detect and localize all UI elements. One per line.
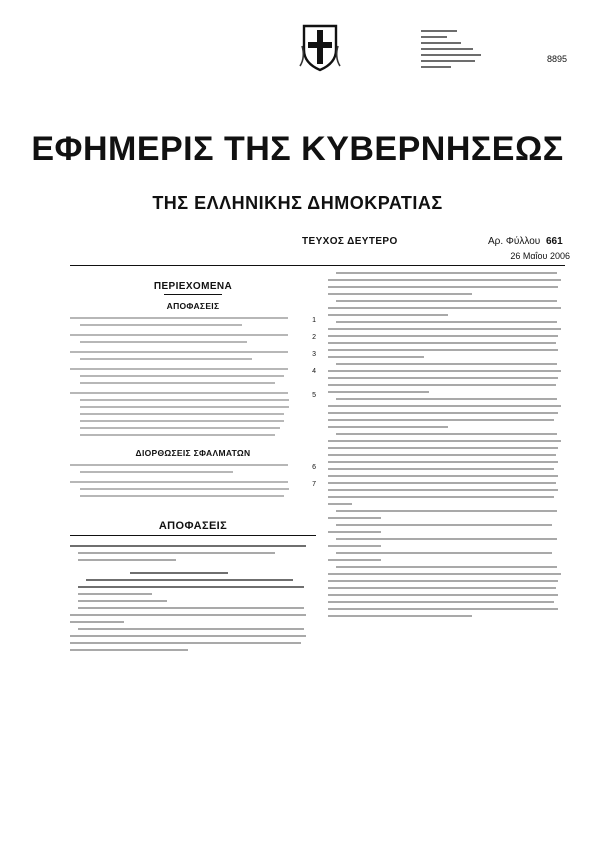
decision-body-text [328, 566, 568, 617]
toc-entry [70, 481, 316, 502]
decision-body-text [70, 593, 316, 651]
decision-body-text [328, 321, 568, 358]
registration-stamp [421, 30, 483, 82]
page-number: 8895 [546, 54, 567, 64]
toc-page-number: 5 [312, 392, 316, 399]
toc-page-number: 1 [312, 317, 316, 324]
issue-date: 26 Μαΐου 2006 [510, 251, 570, 261]
decision-body-text [328, 433, 568, 505]
toc-page-number: 4 [312, 368, 316, 375]
toc-page-number: 3 [312, 351, 316, 358]
decision-body-text [328, 398, 568, 428]
header-divider [70, 265, 565, 266]
decision-body-text [328, 363, 568, 393]
toc-entry [70, 334, 316, 348]
contents-errata-heading: ΔΙΟΡΘΩΣΕΙΣ ΣΦΑΛΜΑΤΩΝ [135, 448, 251, 458]
contents-underline [164, 294, 222, 295]
contents-heading: ΠΕΡΙΕΧΟΜΕΝΑ [153, 281, 233, 292]
sheet-number: 661 [546, 236, 563, 247]
toc-entry [70, 392, 316, 441]
toc-page-number: 7 [312, 481, 316, 488]
toc-entry [70, 317, 316, 331]
decision-body-text [328, 300, 568, 316]
toc-entry [70, 368, 316, 389]
contents-decisions-heading: ΑΠΟΦΑΣΕΙΣ [166, 301, 220, 311]
toc-page-number: 2 [312, 334, 316, 341]
issue-series: ΤΕΥΧΟΣ ΔΕΥΤΕΡΟ [302, 236, 398, 247]
gazette-subtitle: ΤΗΣ ΕΛΛΗΝΙΚΗΣ ΔΗΜΟΚΡΑΤΙΑΣ [152, 193, 443, 213]
decisions-section-rule [70, 535, 316, 536]
decision-body-text [328, 272, 568, 295]
greek-emblem-icon [298, 22, 342, 72]
toc-entry [70, 351, 316, 365]
gazette-title: ΕΦΗΜΕΡΙΣ ΤΗΣ ΚΥΒΕΡΝΗΣΕΩΣ [31, 130, 564, 168]
left-column [70, 272, 316, 656]
sheet-label: Αρ. Φύλλου [488, 236, 541, 247]
decisions-section-heading: ΑΠΟΦΑΣΕΙΣ [158, 520, 228, 532]
issue-row [0, 236, 595, 250]
decision-body-text [328, 510, 568, 561]
decision-header-block [70, 545, 316, 588]
right-column [328, 272, 568, 622]
toc-entry [70, 464, 316, 478]
toc-page-number: 6 [312, 464, 316, 471]
